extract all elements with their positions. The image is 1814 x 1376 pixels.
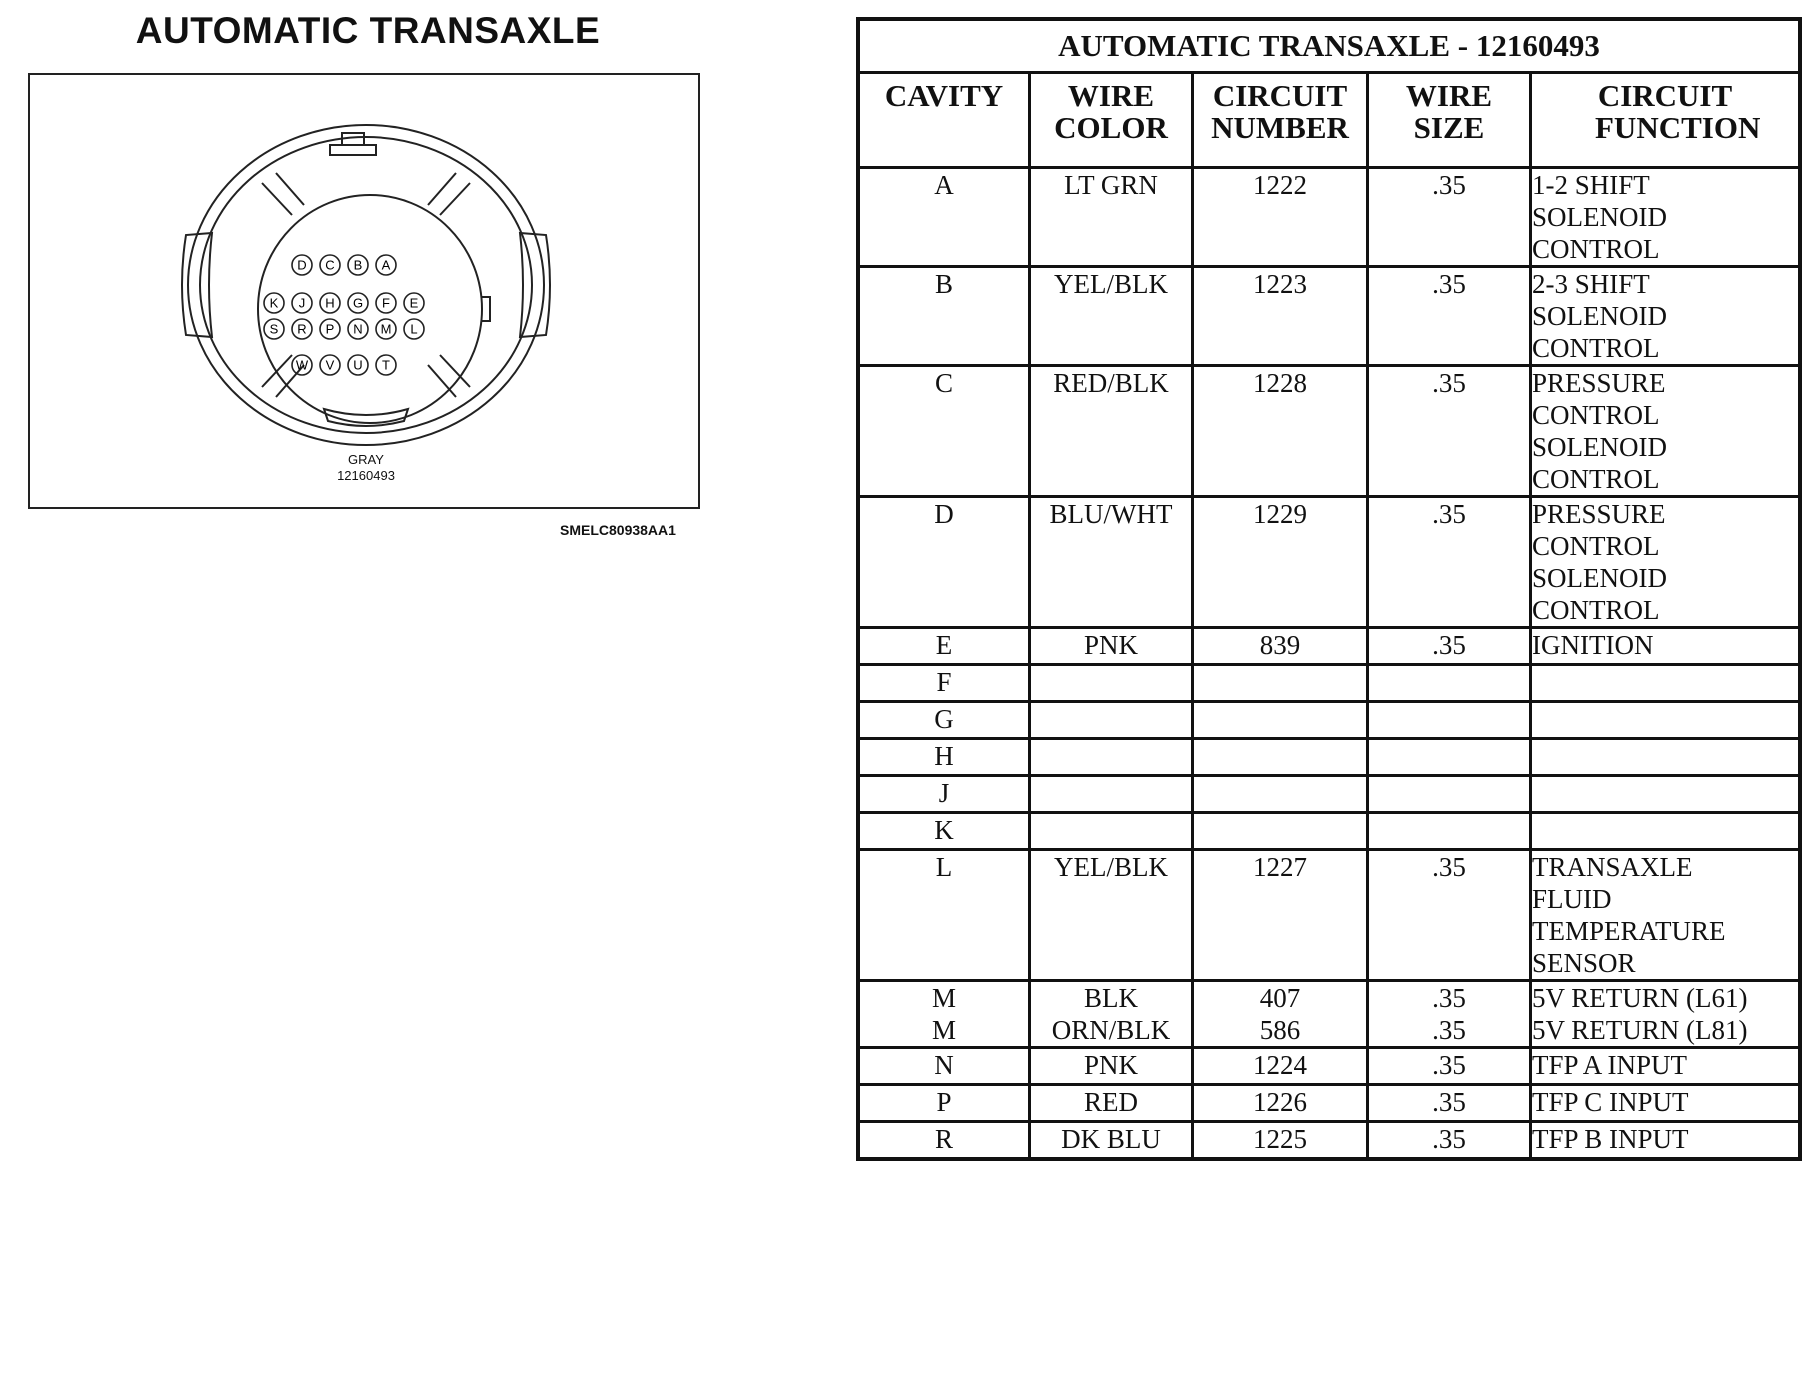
pin-label: L [410,321,418,337]
rib-top-right [440,183,470,215]
cell-cavity: H [858,739,1030,776]
pin-label: P [325,321,335,337]
pin-label: H [325,295,335,311]
cell-circuit-number: 1228 [1193,366,1368,497]
cell-circuit-function: TFP C INPUT [1531,1085,1801,1122]
diagram-title: AUTOMATIC TRANSAXLE [135,10,601,51]
cell-cavity: B [858,267,1030,366]
table-row [858,702,1800,739]
cell-circuit-function: PRESSURE CONTROL SOLENOID CONTROL [1531,497,1801,628]
cell-wire-color [1030,813,1193,850]
cell-wire-color: PNK [1030,1048,1193,1085]
cell-circuit-number [1193,813,1368,850]
pin-label: T [382,357,390,373]
table-row [858,267,1800,366]
table-row [858,776,1800,813]
table-row [858,168,1800,267]
pin-label: U [353,357,363,373]
table-row [858,1085,1800,1122]
cell-cavity: N [858,1048,1030,1085]
pin-group [264,255,424,375]
pin-label: B [353,257,363,273]
table-row [858,1048,1800,1085]
table-header-row [858,73,1800,168]
cell-wire-size [1368,776,1531,813]
cell-cavity: C [858,366,1030,497]
cell-cavity: L [858,850,1030,981]
header-wire-color: WIRE COLOR [1030,73,1193,168]
connector-part-number: 12160493 [337,468,395,483]
cell-wire-size [1368,813,1531,850]
cell-circuit-number: 839 [1193,628,1368,665]
cell-wire-size: .35 [1368,1085,1531,1122]
cell-circuit-function: 2-3 SHIFT SOLENOID CONTROL [1531,267,1801,366]
cell-wire-color: PNK [1030,628,1193,665]
cell-wire-size: .35 [1368,267,1531,366]
cell-circuit-function [1531,702,1801,739]
pin-label: F [382,295,390,311]
table-row [858,981,1800,1048]
figure-id: SMELC80938AA1 [560,522,676,538]
pin-label: G [352,295,364,311]
header-circuit-function: CIRCUIT FUNCTION [1531,73,1801,168]
cell-cavity: R [858,1122,1030,1159]
cell-wire-size [1368,702,1531,739]
connector-left-lock [182,233,212,337]
cell-cavity: A [858,168,1030,267]
cell-cavity: M M [858,981,1030,1048]
cell-wire-color: RED [1030,1085,1193,1122]
pin-label: W [295,357,309,373]
cell-wire-color [1030,665,1193,702]
cell-circuit-number [1193,702,1368,739]
cell-cavity: F [858,665,1030,702]
cell-cavity: E [858,628,1030,665]
table-row [858,665,1800,702]
cell-wire-size: .35 [1368,628,1531,665]
cell-wire-size: .35 [1368,168,1531,267]
cell-circuit-function: TRANSAXLE FLUID TEMPERATURE SENSOR [1531,850,1801,981]
cell-circuit-function: TFP B INPUT [1531,1122,1801,1159]
cell-wire-color [1030,739,1193,776]
cell-wire-size: .35 [1368,1048,1531,1085]
pin-label: A [381,257,391,273]
header-circuit-number: CIRCUIT NUMBER [1193,73,1368,168]
cell-circuit-number: 1224 [1193,1048,1368,1085]
rib-top-left-2 [276,173,304,205]
pin-label: V [325,357,335,373]
cell-wire-size: .35 [1368,366,1531,497]
connector-shell-inner [200,137,532,433]
cell-wire-color [1030,776,1193,813]
pin-label: K [269,295,279,311]
connector-right-lock [520,233,550,337]
cell-wire-size [1368,665,1531,702]
pin-label: D [297,257,307,273]
connector-face-drawing [30,75,702,511]
cell-wire-size: .35 .35 [1368,981,1531,1048]
cell-circuit-function: 5V RETURN (L61) 5V RETURN (L81) [1531,981,1801,1048]
cell-wire-color: YEL/BLK [1030,267,1193,366]
cell-circuit-function: TFP A INPUT [1531,1048,1801,1085]
connector-diagram [28,73,700,509]
cell-circuit-function [1531,739,1801,776]
cell-circuit-number: 1223 [1193,267,1368,366]
pin-label: N [353,321,363,337]
cell-circuit-function [1531,665,1801,702]
cell-circuit-number: 1222 [1193,168,1368,267]
table-row [858,850,1800,981]
table-title: AUTOMATIC TRANSAXLE - 12160493 [858,19,1800,73]
pin-label: J [298,295,306,311]
connector-top-key [330,145,376,155]
cell-wire-size: .35 [1368,850,1531,981]
cell-circuit-number [1193,776,1368,813]
pinout-table [856,17,1802,1161]
table-row [858,739,1800,776]
cell-wire-size: .35 [1368,1122,1531,1159]
cell-circuit-function [1531,776,1801,813]
cell-cavity: K [858,813,1030,850]
cell-wire-size: .35 [1368,497,1531,628]
table-row [858,497,1800,628]
table-row [858,813,1800,850]
cell-circuit-function: IGNITION [1531,628,1801,665]
rib-top-right-2 [428,173,456,205]
connector-color-label: GRAY [348,452,384,467]
cell-circuit-function [1531,813,1801,850]
cell-circuit-function: PRESSURE CONTROL SOLENOID CONTROL [1531,366,1801,497]
cell-cavity: D [858,497,1030,628]
cell-wire-color: RED/BLK [1030,366,1193,497]
table-row [858,628,1800,665]
pin-label: M [380,321,392,337]
cell-wire-size [1368,739,1531,776]
cell-circuit-number: 407 586 [1193,981,1368,1048]
table-body [858,168,1800,1159]
header-wire-size: WIRE SIZE [1368,73,1531,168]
cell-wire-color [1030,702,1193,739]
rib-bottom-right-2 [428,365,456,397]
cell-circuit-function: 1-2 SHIFT SOLENOID CONTROL [1531,168,1801,267]
pin-label: S [269,321,279,337]
rib-top-left [262,183,292,215]
cell-wire-color: BLK ORN/BLK [1030,981,1193,1048]
pin-label: E [409,295,419,311]
pin-label: C [325,257,335,273]
pin-label: R [297,321,307,337]
cell-wire-color: LT GRN [1030,168,1193,267]
cell-circuit-number: 1227 [1193,850,1368,981]
table-row [858,366,1800,497]
cell-wire-color: DK BLU [1030,1122,1193,1159]
cell-circuit-number: 1229 [1193,497,1368,628]
cell-circuit-number [1193,739,1368,776]
connector-shell-outer [188,125,544,445]
cell-circuit-number: 1226 [1193,1085,1368,1122]
cell-cavity: G [858,702,1030,739]
cell-cavity: P [858,1085,1030,1122]
header-cavity: CAVITY [858,73,1030,168]
cell-wire-color: YEL/BLK [1030,850,1193,981]
cell-wire-color: BLU/WHT [1030,497,1193,628]
cell-circuit-number: 1225 [1193,1122,1368,1159]
cell-circuit-number [1193,665,1368,702]
pin-field-key [482,297,490,321]
cell-cavity: J [858,776,1030,813]
table-row [858,1122,1800,1159]
